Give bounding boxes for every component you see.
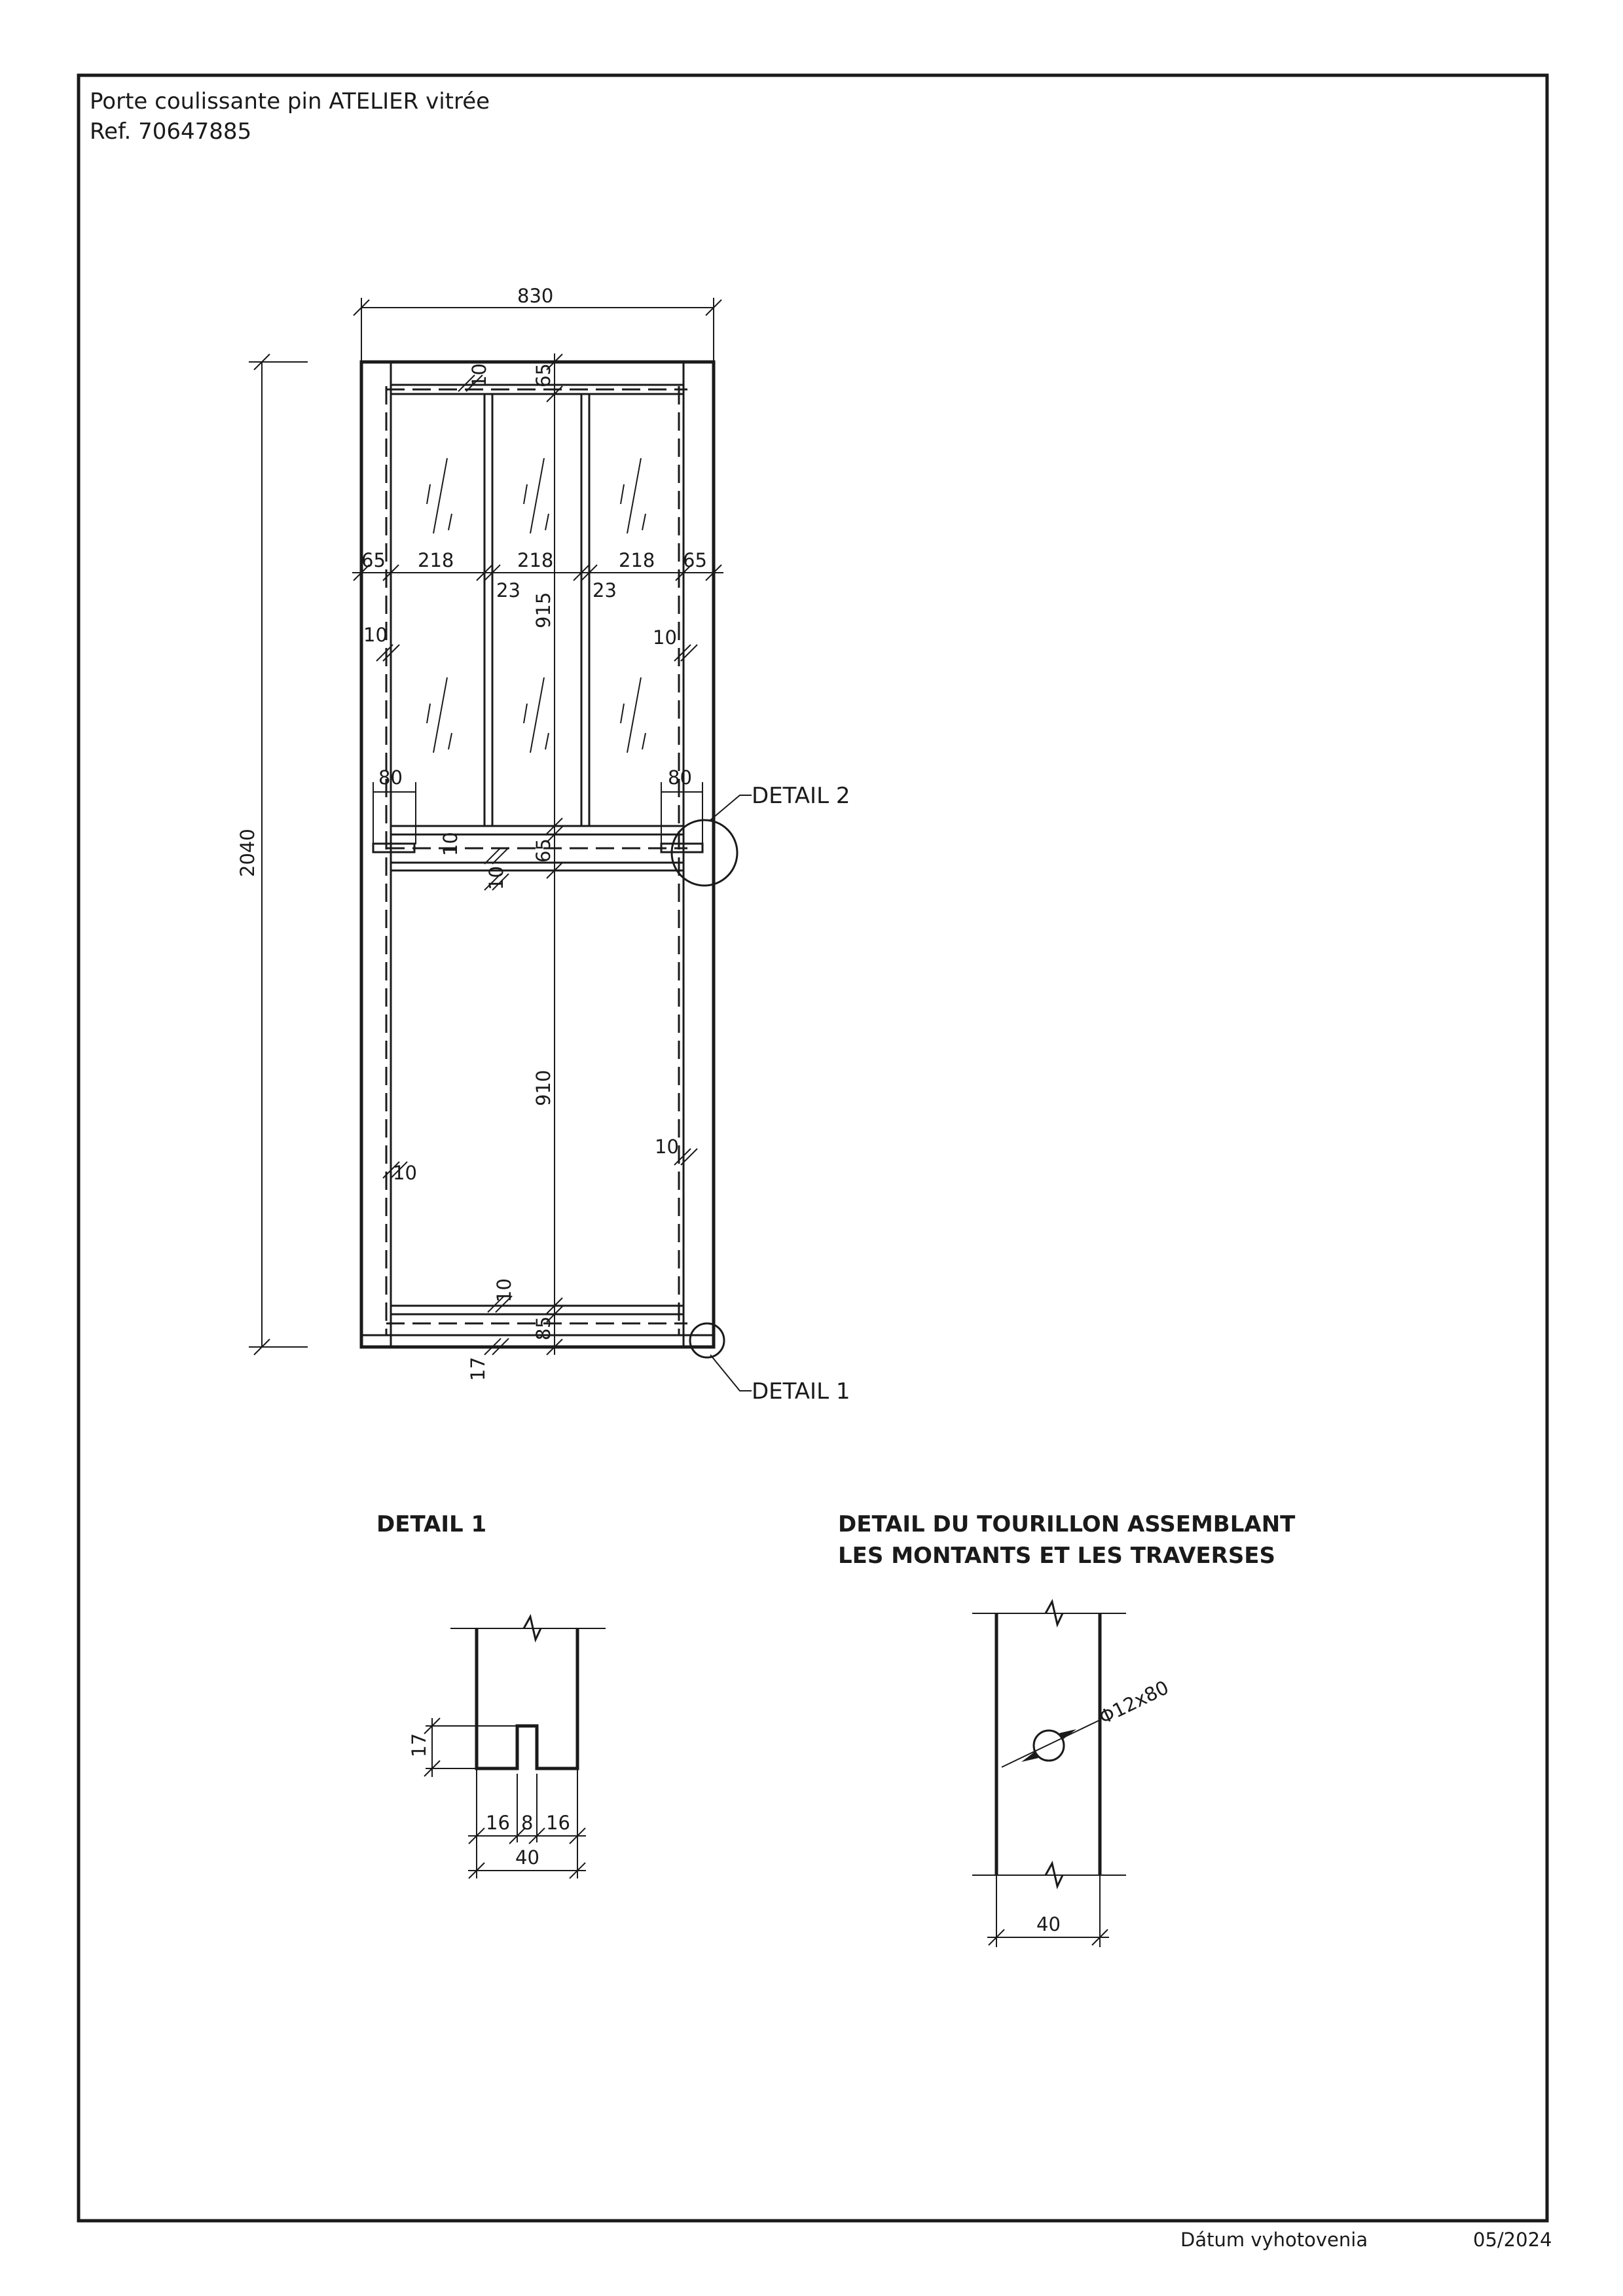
dim-pane-1: 218	[418, 549, 454, 571]
dim-dowel-right: 80	[668, 766, 692, 789]
detail1-dim-seg-a: 16	[486, 1812, 510, 1834]
dim-mullion-2: 23	[593, 579, 617, 601]
dowel-label: Φ12x80	[1095, 1676, 1173, 1729]
dim-stile-right: 65	[683, 549, 707, 571]
sheet-frame	[79, 75, 1547, 2221]
detail-2-label: DETAIL 2	[752, 783, 850, 809]
dim-mid-gap-2: 10	[485, 866, 507, 890]
dim-mid-gap-1: 10	[439, 832, 462, 856]
dim-bottom-gap: 10	[493, 1278, 515, 1302]
dim-groove-depth: 17	[467, 1357, 489, 1381]
dim-gap-right-lower: 10	[655, 1136, 679, 1158]
dim-pane-3: 218	[619, 549, 655, 571]
dim-gap-left-lower: 10	[393, 1162, 417, 1184]
drawing-title: Porte coulissante pin ATELIER vitrée	[90, 88, 490, 115]
dowel-detail-heading-2: LES MONTANTS ET LES TRAVERSES	[838, 1543, 1276, 1569]
dim-top-rail: 65	[532, 363, 555, 387]
dim-bottom-rail: 85	[532, 1316, 555, 1340]
detail-1-circle	[690, 1323, 724, 1357]
dim-lower-height: 910	[532, 1069, 555, 1106]
dim-mullion-1: 23	[496, 579, 520, 601]
detail1-dim-total: 40	[515, 1846, 539, 1869]
drawing-ref: Ref. 70647885	[90, 118, 252, 145]
detail1-dim-seg-c: 16	[546, 1812, 570, 1834]
detail1-drawing	[424, 1617, 606, 1878]
detail-1-leader	[710, 1355, 752, 1391]
detail1-dim-seg-b: 8	[521, 1812, 534, 1834]
detail1-dim-height: 17	[408, 1733, 430, 1757]
detail-2-leader	[710, 795, 752, 820]
footer-date-value: 05/2024	[1473, 2229, 1552, 2251]
dim-gap-left-upper: 10	[363, 624, 388, 646]
dim-overall-width: 830	[517, 285, 554, 307]
dowel-detail-heading-1: DETAIL DU TOURILLON ASSEMBLANT	[838, 1511, 1296, 1537]
dim-mid-rail: 65	[532, 838, 555, 863]
dim-stile-left: 65	[361, 549, 386, 571]
dim-top-gap: 10	[468, 363, 490, 387]
footer-date-label: Dátum vyhotovenia	[1180, 2229, 1368, 2251]
dim-pane-2: 218	[517, 549, 554, 571]
dowel-detail-drawing	[972, 1602, 1126, 1947]
dim-overall-height: 2040	[236, 829, 259, 877]
detail1-heading: DETAIL 1	[376, 1511, 487, 1537]
dim-gap-right-upper: 10	[653, 626, 677, 649]
detail-1-label: DETAIL 1	[752, 1378, 850, 1405]
dim-upper-height: 915	[532, 592, 555, 628]
dowel-width-dim: 40	[1036, 1913, 1061, 1935]
dim-dowel-left: 80	[378, 766, 403, 789]
